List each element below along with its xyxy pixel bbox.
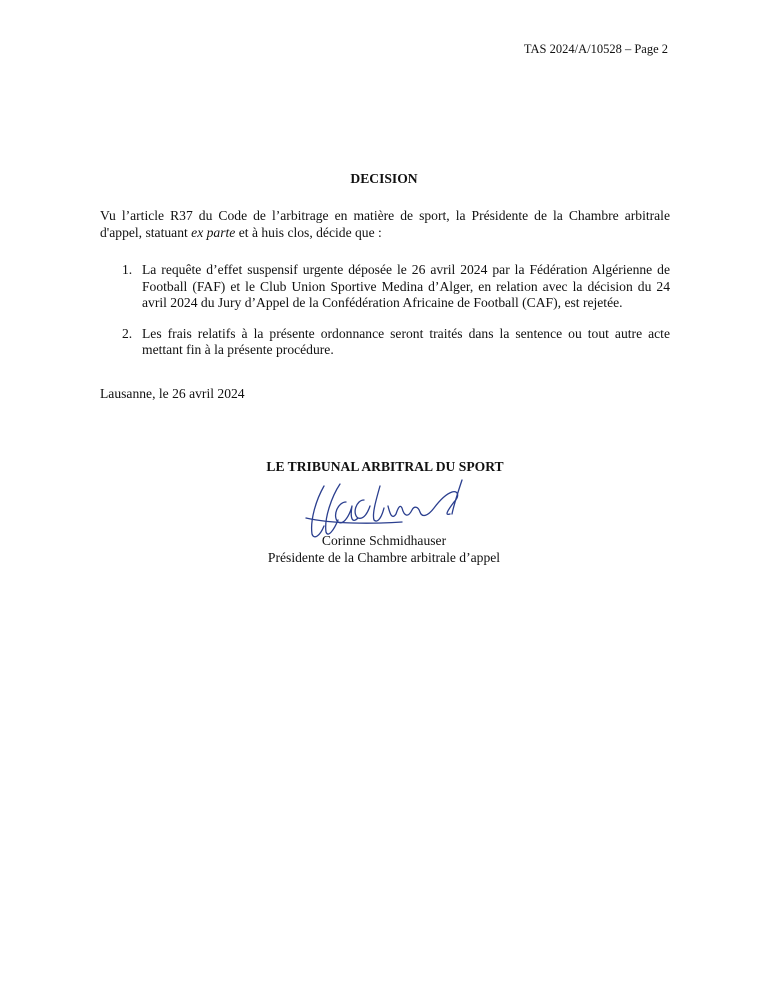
signer-block [0, 533, 768, 566]
intro-text-before: Vu l’article R37 du Code de l’arbitrage en matière de sport, la Présidente de la Chambre arbitrale d'appel, statuant [100, 208, 670, 240]
list-item-text: La requête d’effet suspensif urgente déposée le 26 avril 2024 par la Fédération Algérienne de Football (FAF) et le Club Union Sportive Medina d’Alger, en relation avec la décision du 24 avril 2024 du Jury d’Appel de la Confédération Africaine de Football (CAF), est rejetée. [142, 262, 670, 310]
decision-title: DECISION [350, 171, 418, 186]
place-and-date: Lausanne, le 26 avril 2024 [100, 386, 245, 401]
page-reference: TAS 2024/A/10528 – Page 2 [523, 42, 668, 56]
signer-name: Corinne Schmidhauser [321, 533, 447, 548]
list-item [100, 326, 670, 359]
list-item-number: 1. [122, 262, 133, 277]
decision-list [100, 262, 670, 373]
list-item [100, 262, 670, 312]
list-item-text: Les frais relatifs à la présente ordonnance seront traités dans la sentence ou tout autre acte mettant fin à la présente procédure. [142, 325, 670, 357]
intro-text-after: et à huis clos, décide que : [235, 224, 382, 240]
institution-name: LE TRIBUNAL ARBITRAL DU SPORT [266, 459, 504, 474]
signer-title: Présidente de la Chambre arbitrale d’appel [267, 549, 501, 565]
intro-text-emphasis: ex parte [191, 224, 236, 240]
list-item-number: 2. [122, 325, 133, 341]
decision-intro [100, 208, 670, 241]
